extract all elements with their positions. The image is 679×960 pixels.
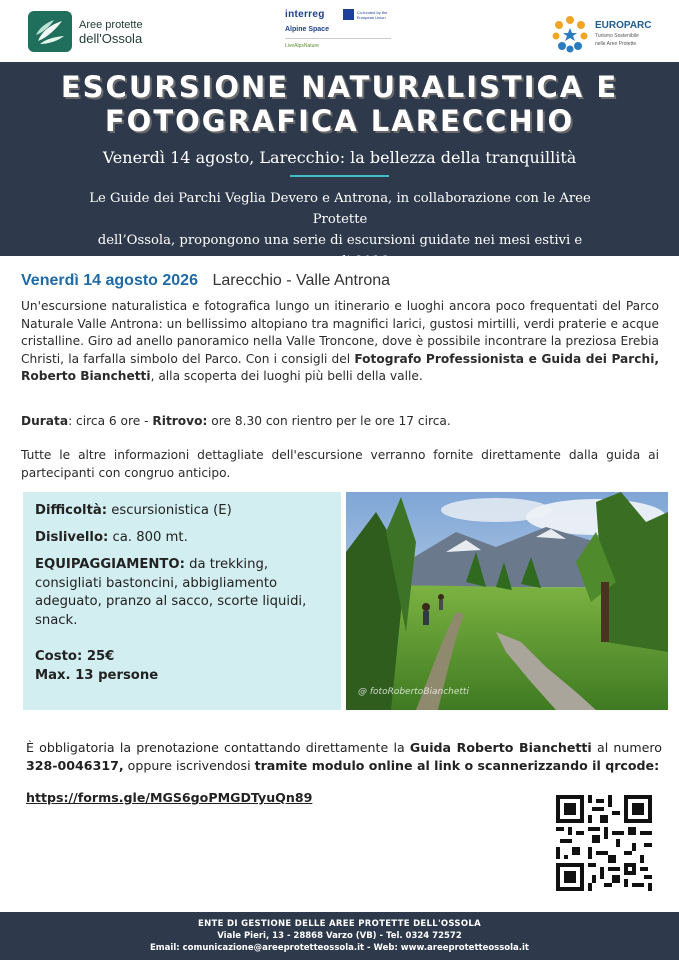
page-title-line1: ESCURSIONE NATURALISTICA E: [60, 70, 619, 104]
leaves-icon: [28, 11, 72, 52]
schedule-line: [21, 413, 659, 431]
dislivello-label: Dislivello:: [35, 529, 109, 545]
footer-contacts: Email: comunicazione@areeprotetteossola.it - Web: www.areeprotetteossola.it: [150, 943, 529, 953]
ritrovo-value: ore 8.30 con rientro per le ore 17 circa.: [207, 414, 451, 428]
logo-divider: [285, 38, 391, 39]
photo-credit: @ fotoRobertoBianchetti: [358, 687, 469, 697]
interreg-brand: interreg: [285, 9, 325, 20]
logo-bar: [0, 0, 679, 62]
page-subtitle: Venerdì 14 agosto, Larecchio: la bellezza della tranquillità: [102, 148, 577, 167]
header-banner: [0, 62, 679, 269]
max-persone-row: Max. 13 persone: [35, 667, 159, 683]
footer-address: Viale Pieri, 13 - 28868 Varzo (VB) - Tel. 0324 72572: [217, 931, 462, 941]
event-place: Larecchio - Valle Antrona: [212, 272, 391, 289]
description-part1: Un'escursione naturalistica e fotografica lungo un itinerario e luoghi ancora poco frequentati del Parco Naturale Valle Antrona: un bellissimo altopiano tra magnifici larici, gustosi mirtilli, verdi praterie e acque cristalline. Giro ad anello panoramico nella Valle Troncone, dove è possibile incontrare la preziosa Erebia Christi, la farfalla simbolo del Parco. Con i consigli del: [21, 299, 659, 366]
info-notice: Tutte le altre informazioni dettagliate dell'escursione verranno fornite direttamente dalla guida ai partecipanti con congruo anticipo.: [21, 448, 659, 480]
ritrovo-label: Ritrovo:: [152, 414, 208, 428]
eu-flag-icon: [343, 9, 354, 20]
logo-left-line2: dell'Ossola: [79, 30, 143, 46]
alpine-space-label: Alpine Space: [285, 26, 329, 33]
intro-line1: Le Guide dei Parchi Veglia Devero e Antrona, in collaborazione con le Aree Protette: [89, 191, 591, 227]
equipment-label: EQUIPAGGIAMENTO:: [35, 557, 185, 572]
aree-protette-logo: [28, 11, 143, 52]
booking-form-link[interactable]: https://forms.gle/MGS6goPMGDTyuQn89: [26, 790, 313, 805]
details-box: [23, 492, 341, 710]
europarc-line3: nelle Aree Protette: [595, 41, 637, 47]
page-title: [0, 70, 679, 138]
booking-phone: 328-0046317,: [26, 757, 124, 773]
durata-label: Durata: [21, 414, 69, 428]
booking-form-hint: tramite modulo online al link o scannerizzando il qrcode:: [254, 757, 660, 773]
description-part2: , alla scoperta dei luoghi più belli della valle.: [150, 369, 423, 384]
dislivello-row: [35, 529, 329, 548]
costo-row: Costo: 25€: [35, 649, 115, 664]
accent-rule: [290, 175, 389, 177]
intro-text: [70, 188, 610, 272]
intro-line2: dell’Ossola, propongono una serie di escursioni guidate nei mesi estivi e autunnali 2026.: [97, 233, 583, 269]
booking-text1: È obbligatoria la prenotazione contattando direttamente la: [26, 740, 410, 755]
difficolta-label: Difficoltà:: [35, 503, 108, 518]
logo-left-line1: Aree protette: [79, 18, 143, 31]
live-alps-nature-label: LiveAlpsNature: [285, 43, 319, 49]
eu-cofunded-text: Co-funded by the European Union: [356, 9, 388, 20]
dislivello-value: ca. 800 mt.: [108, 529, 188, 545]
equipment-row: [35, 556, 329, 630]
landscape-photo: [346, 492, 668, 710]
stars-ring-icon: [551, 15, 589, 53]
qr-code[interactable]: [556, 795, 652, 891]
booking-text3: oppure iscrivendosi: [123, 757, 255, 773]
larch-forest-image: [346, 492, 668, 710]
footer: [0, 912, 679, 960]
durata-value: : circa 6 ore -: [68, 414, 153, 428]
event-description: [21, 298, 659, 386]
difficolta-value: escursionistica (E): [107, 503, 232, 518]
equipment-value: da trekking, consigliati bastoncini, abbigliamento adeguato, pranzo al sacco, scorte liquidi, snack.: [35, 557, 307, 628]
europarc-logo: [551, 15, 651, 53]
qr-code-icon: [556, 795, 652, 891]
footer-organization: ENTE DI GESTIONE DELLE AREE PROTETTE DELL'OSSOLA: [198, 919, 481, 929]
booking-text2: al numero: [591, 740, 663, 755]
description-guide: Fotografo Professionista e Guida dei Parchi, Roberto Bianchetti: [21, 351, 659, 384]
booking-guide-name: Guida Roberto Bianchetti: [409, 740, 592, 755]
event-date: Venerdì 14 agosto 2026: [21, 272, 198, 289]
difficolta-row: [35, 502, 329, 521]
event-dateline: [21, 272, 661, 290]
interreg-logo: [285, 9, 395, 49]
europarc-line2: Turismo Sostenibile: [595, 33, 639, 39]
booking-info: [26, 739, 662, 774]
page-title-line2: FOTOGRAFICA LARECCHIO: [104, 104, 575, 138]
europarc-brand: EUROPARC: [595, 20, 652, 31]
